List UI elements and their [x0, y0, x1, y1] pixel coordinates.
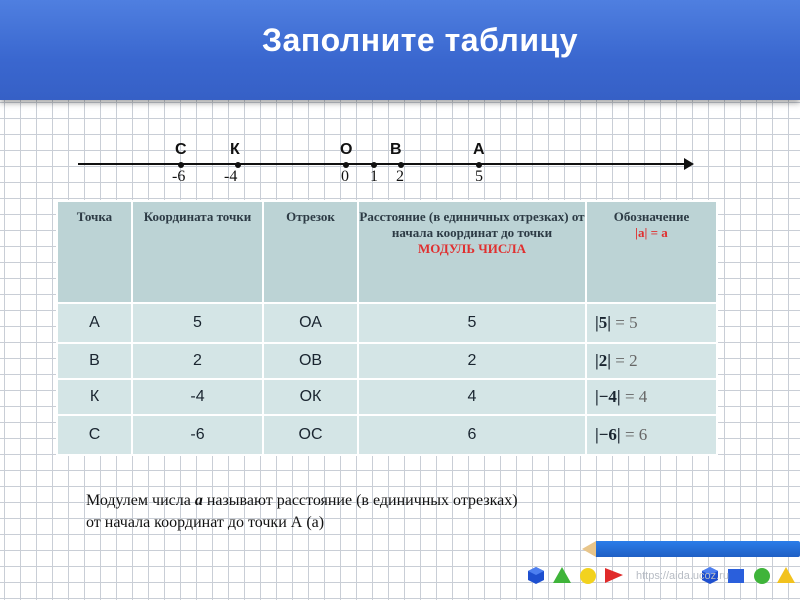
header-notation [586, 201, 717, 303]
table-row [57, 303, 717, 343]
cell-coordinate: 2 [132, 343, 263, 379]
point-k-label: К [230, 141, 240, 158]
cell-segment: ОС [263, 415, 358, 455]
coord-k: -4 [224, 168, 238, 185]
note-suffix: называют расстояние (в единичных отрезках) [202, 492, 518, 509]
cell-distance: 2 [358, 343, 586, 379]
header-coordinate: Координата точки [132, 201, 263, 303]
coord-c: -6 [172, 168, 186, 185]
green-triangle-icon [552, 566, 572, 584]
note-variable: а [194, 492, 203, 509]
axis-arrow-icon [684, 158, 694, 170]
cell-coordinate: 5 [132, 303, 263, 343]
watermark-text: https://aida.ucoz.ru [636, 570, 729, 582]
point-a-label: А [473, 141, 485, 158]
point-c-label: С [175, 141, 187, 158]
abs-expression: |−4| [595, 387, 621, 406]
blue-box-icon [726, 566, 746, 584]
yellow-triangle-icon [776, 566, 796, 584]
cell-segment: ОВ [263, 343, 358, 379]
abs-expression: |2| [595, 351, 611, 370]
cell-distance: 6 [358, 415, 586, 455]
cell-point: С [57, 415, 132, 455]
cell-point: А [57, 303, 132, 343]
abs-expression: |5| [595, 313, 611, 332]
coord-o: 0 [341, 168, 349, 185]
table-row [57, 415, 717, 455]
table-header-row [57, 201, 717, 303]
cell-notation [586, 415, 717, 455]
header-point: Точка [57, 201, 132, 303]
page-title: Заполните таблицу [261, 22, 578, 58]
point-b-label: B [390, 141, 402, 158]
table-row [57, 379, 717, 415]
cell-segment: ОА [263, 303, 358, 343]
point-o-label: О [340, 141, 353, 158]
pencil-tip-icon [582, 541, 596, 557]
cell-notation [586, 379, 717, 415]
abs-result: = 2 [615, 351, 638, 370]
green-ball-icon [752, 566, 772, 584]
cell-distance: 4 [358, 379, 586, 415]
cell-point: К [57, 379, 132, 415]
number-line-axis [78, 163, 688, 165]
note-line2: от начала координат до точки А (а) [86, 514, 325, 531]
red-shape-icon [604, 566, 624, 584]
abs-expression: |−6| [595, 425, 621, 444]
header-modulus-label: МОДУЛЬ ЧИСЛА [418, 241, 526, 256]
cell-segment: ОК [263, 379, 358, 415]
modulus-table [56, 200, 718, 456]
header-notation-text: Обозначение [613, 209, 690, 224]
pencil-icon [596, 541, 800, 557]
cell-notation [586, 343, 717, 379]
yellow-ball-icon [578, 566, 598, 584]
blue-cube-icon [526, 566, 546, 584]
cell-distance: 5 [358, 303, 586, 343]
abs-result: = 6 [624, 425, 648, 444]
abs-result: = 5 [615, 313, 638, 332]
coord-unit: 1 [370, 168, 378, 185]
header-segment: Отрезок [263, 201, 358, 303]
table-row [57, 343, 717, 379]
abs-result: = 4 [624, 387, 648, 406]
definition-note [86, 490, 686, 534]
cell-point: В [57, 343, 132, 379]
cell-coordinate: -6 [132, 415, 263, 455]
coord-a: 5 [475, 168, 483, 185]
coord-b: 2 [396, 168, 404, 185]
cell-coordinate: -4 [132, 379, 263, 415]
note-prefix: Модулем числа [86, 492, 195, 509]
header-distance [358, 201, 586, 303]
header-notation-formula: |a| = a [635, 225, 668, 240]
cell-notation [586, 303, 717, 343]
header-distance-text: Расстояние (в единичных отрезках) от начала координат до точки [359, 209, 585, 240]
